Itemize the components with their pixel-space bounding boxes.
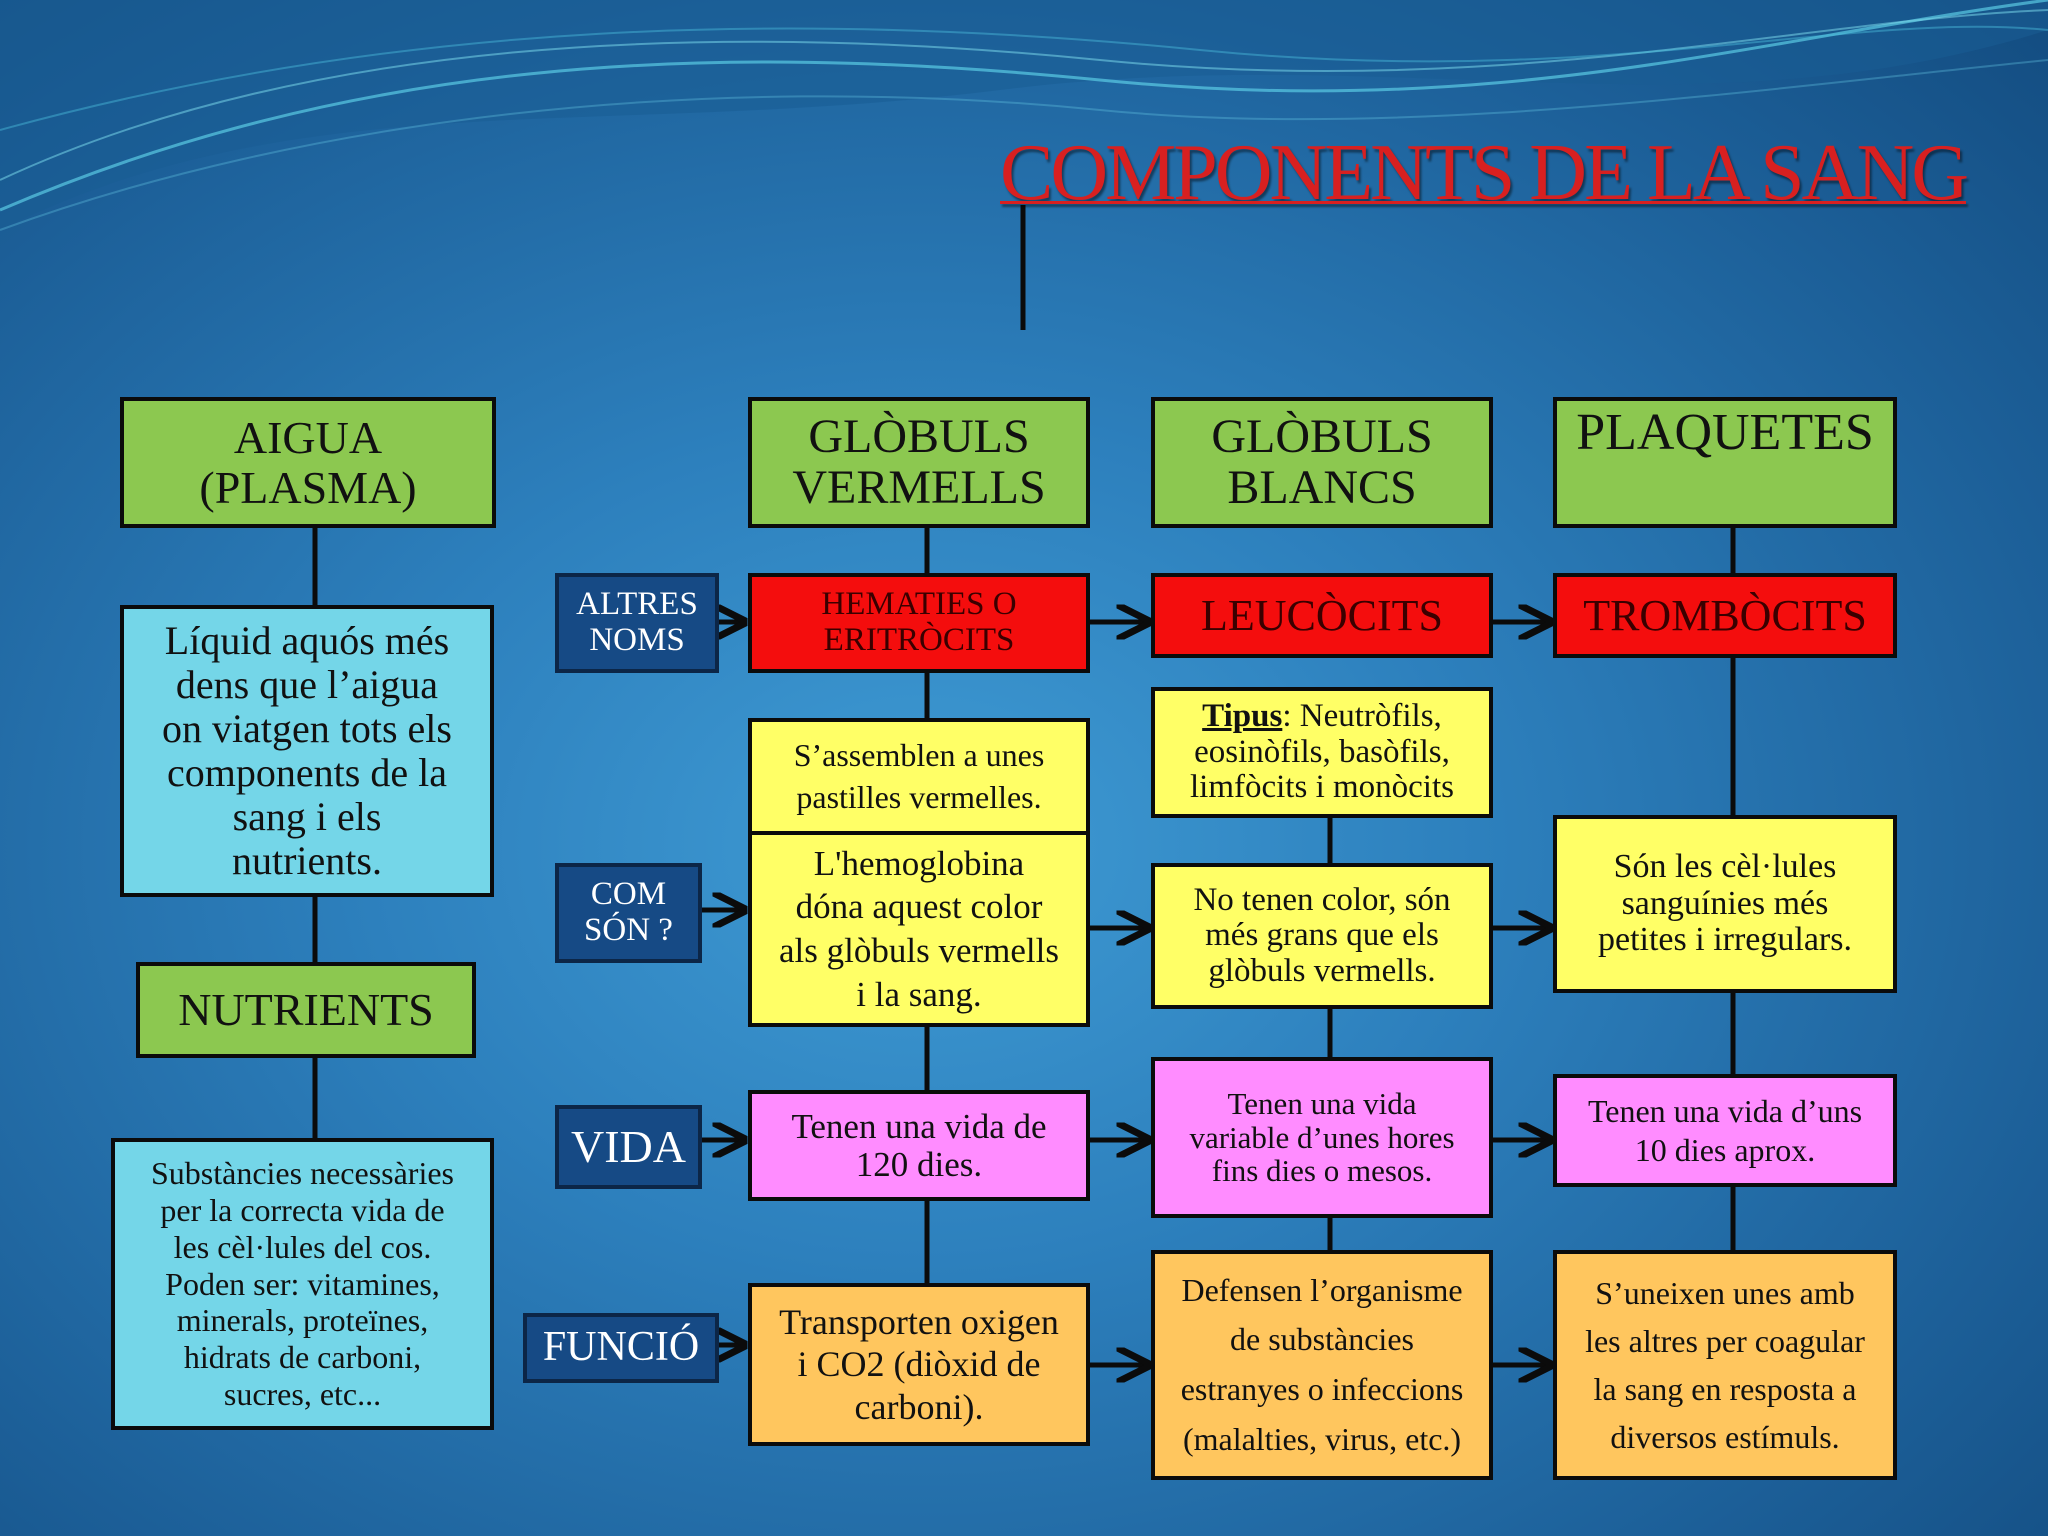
plaquetes-funcio: S’uneixen unes amb les altres per coagular la sang en resposta a diversos estímuls. [1553,1250,1897,1480]
globuls-vermells-vida: Tenen una vida de 120 dies. [748,1090,1090,1201]
nutrients-description: Substàncies necessàries per la correcta vida de les cèl·lules del cos. Poden ser: vitamines, minerals, proteïnes, hidrats de carboni, sucres, etc... [111,1138,494,1430]
globuls-blancs-com-son: No tenen color, són més grans que els glòbuls vermells. [1151,863,1493,1009]
globuls-vermells-com-son-2: L'hemoglobina dóna aquest color als glòbuls vermells i la sang. [748,831,1090,1027]
aigua-header: AIGUA (PLASMA) [120,397,496,528]
globuls-vermells-funcio: Transporten oxigen i CO2 (diòxid de carboni). [748,1283,1090,1446]
globuls-vermells-com-son-1: S’assemblen a unes pastilles vermelles. [748,718,1090,835]
globuls-blancs-tipus [1151,687,1493,818]
plaquetes-com-son: Són les cèl·lules sanguínies més petites i irregulars. [1553,815,1897,993]
nutrients-header: NUTRIENTS [136,962,476,1058]
label-funcio: FUNCIÓ [523,1313,719,1383]
globuls-vermells-header: GLÒBULS VERMELLS [748,397,1090,528]
plaquetes-vida: Tenen una vida d’uns 10 dies aprox. [1553,1074,1897,1187]
aigua-description: Líquid aquós més dens que l’aigua on viatgen tots els components de la sang i els nutrients. [120,605,494,897]
page-title: COMPONENTS DE LA SANG [1000,129,1966,217]
globuls-blancs-altres-noms: LEUCÒCITS [1151,573,1493,658]
plaquetes-altres-noms: TROMBÒCITS [1553,573,1897,658]
plaquetes-header: PLAQUETES [1553,397,1897,528]
tipus-label: Tipus [1202,698,1283,735]
globuls-blancs-funcio: Defensen l’organisme de substàncies estranyes o infeccions (malalties, virus, etc.) [1151,1250,1493,1480]
globuls-vermells-altres-noms: HEMATIES O ERITRÒCITS [748,573,1090,673]
label-vida: VIDA [555,1105,702,1189]
label-altres-noms: ALTRES NOMS [555,573,719,673]
globuls-blancs-header: GLÒBULS BLANCS [1151,397,1493,528]
globuls-blancs-vida: Tenen una vida variable d’unes hores fins dies o mesos. [1151,1057,1493,1218]
label-com-son: COM SÓN ? [555,863,702,963]
tipus-text: : Neutròfils, eosinòfils, basòfils, limfòcits i monòcits [1190,698,1454,806]
